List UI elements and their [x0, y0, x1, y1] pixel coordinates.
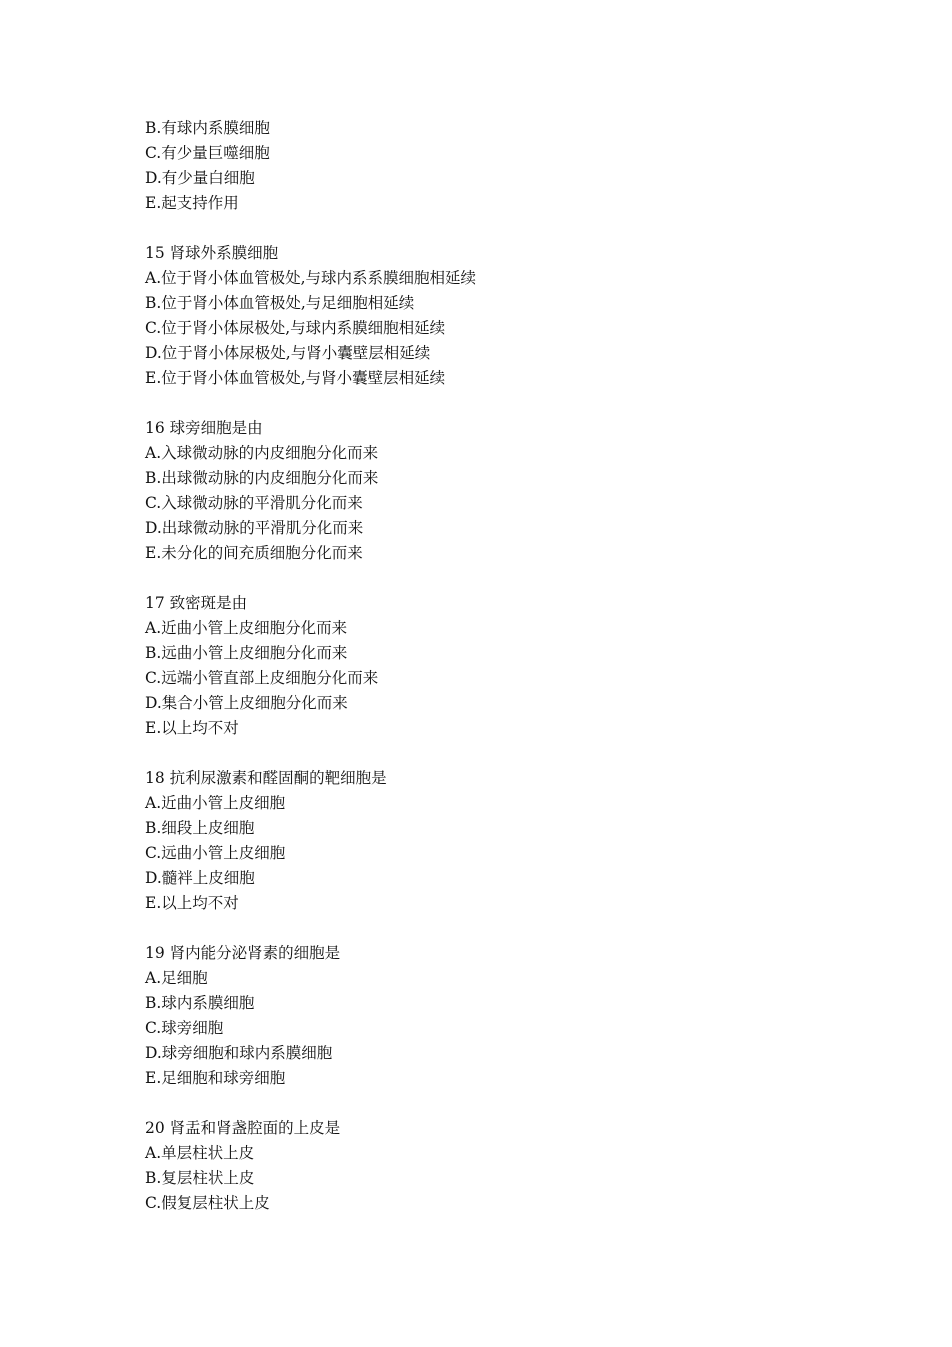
option-line: E.足细胞和球旁细胞 — [145, 1069, 286, 1087]
blank-line — [145, 391, 845, 416]
question-stem-16: 16 球旁细胞是由 — [145, 419, 263, 437]
option-line: B.有球内系膜细胞 — [145, 119, 270, 137]
option-line: D.出球微动脉的平滑肌分化而来 — [145, 519, 364, 537]
blank-line — [145, 216, 845, 241]
option-line: E.起支持作用 — [145, 194, 239, 212]
question-stem-18: 18 抗利尿激素和醛固酮的靶细胞是 — [145, 769, 387, 787]
option-line: D.集合小管上皮细胞分化而来 — [145, 694, 348, 712]
option-line: D.位于肾小体尿极处,与肾小囊壁层相延续 — [145, 344, 431, 362]
option-line: C.位于肾小体尿极处,与球内系膜细胞相延续 — [145, 319, 446, 337]
option-line: B.位于肾小体血管极处,与足细胞相延续 — [145, 294, 415, 312]
option-line: C.远端小管直部上皮细胞分化而来 — [145, 669, 379, 687]
blank-line — [145, 566, 845, 591]
option-line: E.未分化的间充质细胞分化而来 — [145, 544, 363, 562]
option-line: C.有少量巨噬细胞 — [145, 144, 270, 162]
option-line: A.近曲小管上皮细胞分化而来 — [145, 619, 348, 637]
option-line: E.以上均不对 — [145, 719, 239, 737]
option-line: B.远曲小管上皮细胞分化而来 — [145, 644, 348, 662]
option-line: A.入球微动脉的内皮细胞分化而来 — [145, 444, 379, 462]
option-line: C.假复层柱状上皮 — [145, 1194, 270, 1212]
option-line: D.有少量白细胞 — [145, 169, 255, 187]
blank-line — [145, 916, 845, 941]
option-line: A.足细胞 — [145, 969, 208, 987]
option-line: A.近曲小管上皮细胞 — [145, 794, 286, 812]
option-line: D.髓袢上皮细胞 — [145, 869, 255, 887]
option-line: D.球旁细胞和球内系膜细胞 — [145, 1044, 333, 1062]
question-stem-15: 15 肾球外系膜细胞 — [145, 244, 279, 262]
option-line: E.以上均不对 — [145, 894, 239, 912]
option-line: E.位于肾小体血管极处,与肾小囊壁层相延续 — [145, 369, 446, 387]
option-line: B.球内系膜细胞 — [145, 994, 255, 1012]
blank-line — [145, 741, 845, 766]
option-line: B.细段上皮细胞 — [145, 819, 255, 837]
question-text-body — [145, 116, 845, 1216]
option-line: B.出球微动脉的内皮细胞分化而来 — [145, 469, 379, 487]
question-stem-17: 17 致密斑是由 — [145, 594, 248, 612]
option-line: C.入球微动脉的平滑肌分化而来 — [145, 494, 363, 512]
question-stem-20: 20 肾盂和肾盏腔面的上皮是 — [145, 1119, 341, 1137]
option-line: A.单层柱状上皮 — [145, 1144, 255, 1162]
option-line: A.位于肾小体血管极处,与球内系系膜细胞相延续 — [145, 269, 477, 287]
option-line: C.球旁细胞 — [145, 1019, 224, 1037]
option-line: B.复层柱状上皮 — [145, 1169, 255, 1187]
option-line: C.远曲小管上皮细胞 — [145, 844, 286, 862]
question-stem-19: 19 肾内能分泌肾素的细胞是 — [145, 944, 341, 962]
blank-line — [145, 1091, 845, 1116]
